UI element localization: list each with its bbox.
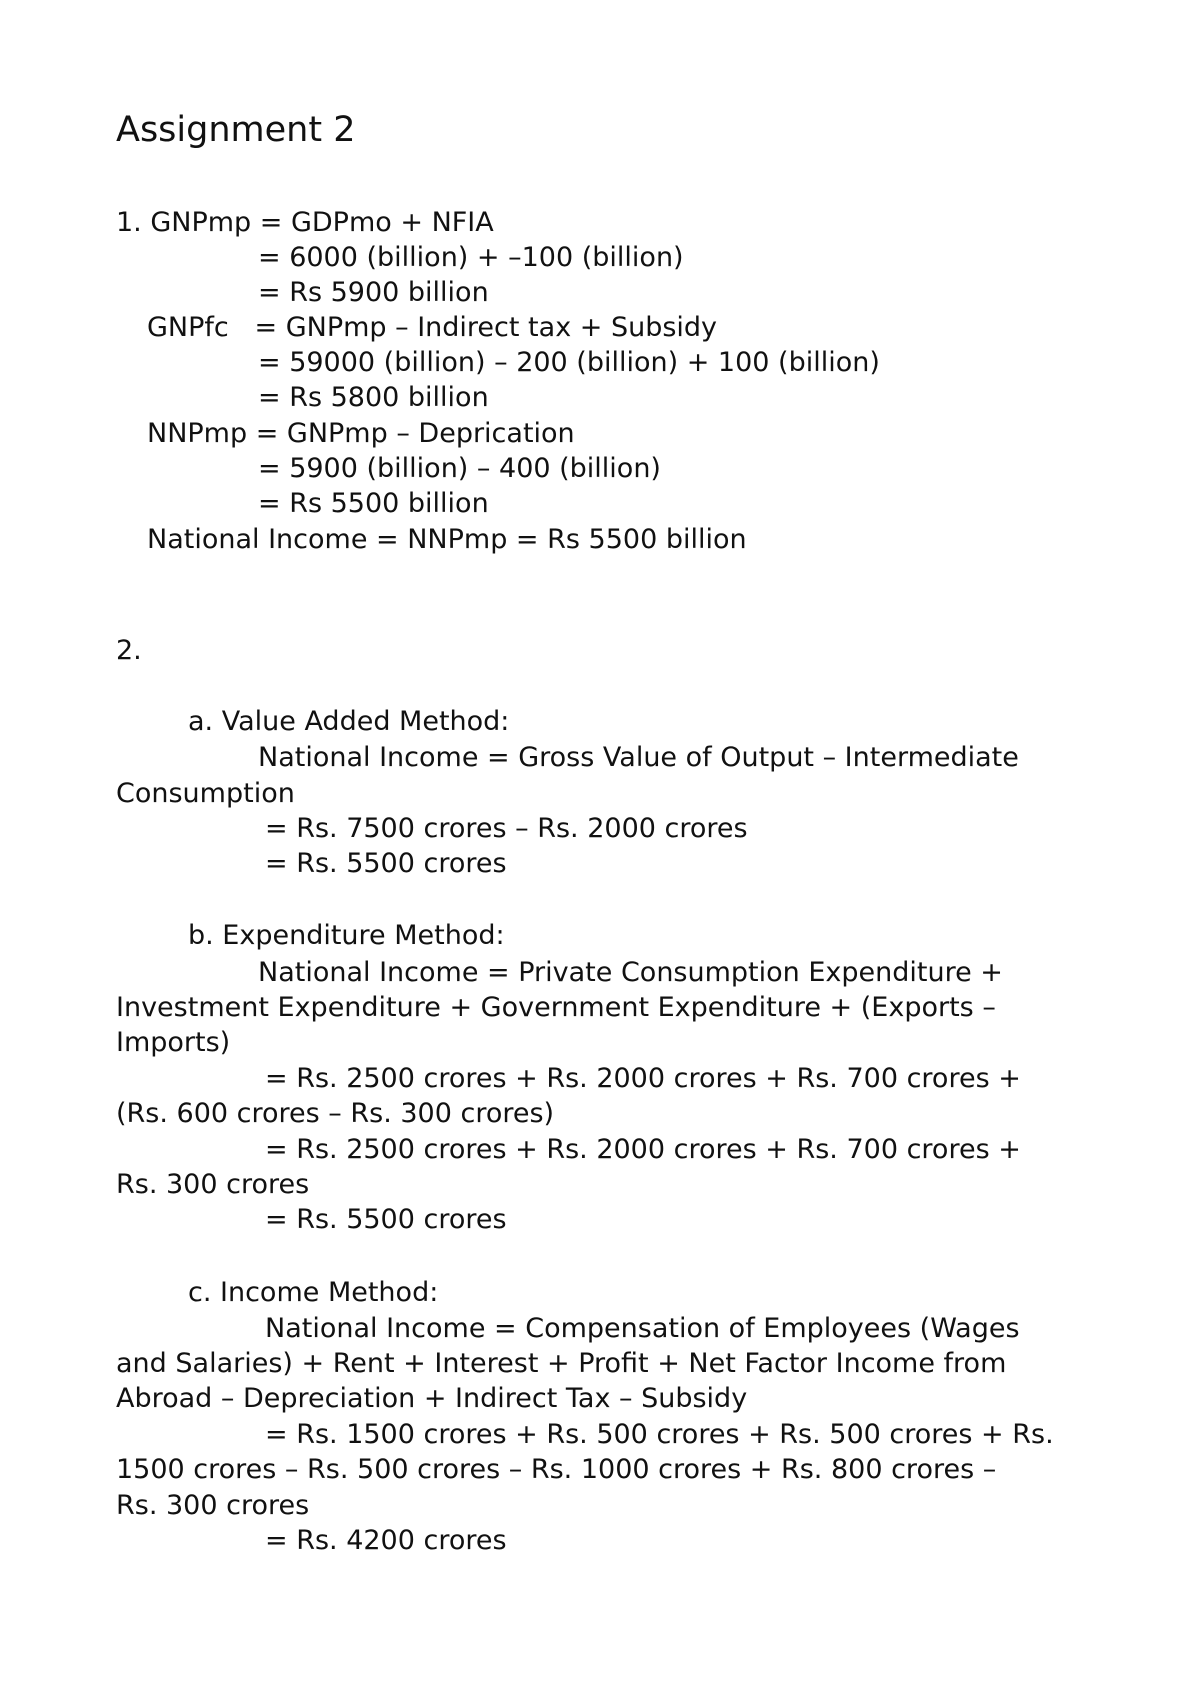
q2b-line: = Rs. 2500 crores + Rs. 2000 crores + Rs. 700 crores + <box>265 1063 1021 1094</box>
q1-line: NNPmp = GNPmp – Deprication <box>147 418 575 449</box>
page-title: Assignment 2 <box>116 110 356 150</box>
q2b-line: Imports) <box>116 1027 231 1058</box>
q2b-line: (Rs. 600 crores – Rs. 300 crores) <box>116 1098 555 1129</box>
q2c-line: 1500 crores – Rs. 500 crores – Rs. 1000 crores + Rs. 800 crores – <box>116 1454 997 1485</box>
q2c-line: National Income = Compensation of Employees (Wages <box>265 1313 1020 1344</box>
q2a-line: Consumption <box>116 778 295 809</box>
q2c-line: = Rs. 4200 crores <box>265 1525 507 1556</box>
q2b-line: = Rs. 2500 crores + Rs. 2000 crores + Rs. 700 crores + <box>265 1134 1021 1165</box>
q1-line: GNPfc = GNPmp – Indirect tax + Subsidy <box>147 312 718 343</box>
q2a-line: National Income = Gross Value of Output – Intermediate <box>258 742 1019 773</box>
q1-line: = Rs 5500 billion <box>258 488 489 519</box>
q1-line: = 59000 (billion) – 200 (billion) + 100 (billion) <box>258 347 880 378</box>
q2b-line: Investment Expenditure + Government Expenditure + (Exports – <box>116 992 996 1023</box>
q2-number: 2. <box>116 635 142 666</box>
q2a-line: = Rs. 5500 crores <box>265 848 507 879</box>
q2b-line: Rs. 300 crores <box>116 1169 310 1200</box>
q2a-line: = Rs. 7500 crores – Rs. 2000 crores <box>265 813 748 844</box>
q2c-line: and Salaries) + Rent + Interest + Profit + Net Factor Income from <box>116 1348 1007 1379</box>
q1-line: = 5900 (billion) – 400 (billion) <box>258 453 661 484</box>
q2c-line: Rs. 300 crores <box>116 1490 310 1521</box>
q2b-line: National Income = Private Consumption Expenditure + <box>258 957 1003 988</box>
q1-line: 1. GNPmp = GDPmo + NFIA <box>116 207 494 238</box>
q2c-heading: c. Income Method: <box>188 1277 439 1308</box>
q2c-line: Abroad – Depreciation + Indirect Tax – Subsidy <box>116 1383 748 1414</box>
q1-line: = Rs 5900 billion <box>258 277 489 308</box>
q1-line: = Rs 5800 billion <box>258 382 489 413</box>
q2c-line: = Rs. 1500 crores + Rs. 500 crores + Rs. 500 crores + Rs. <box>265 1419 1054 1450</box>
q1-line: National Income = NNPmp = Rs 5500 billion <box>147 524 747 555</box>
q2a-heading: a. Value Added Method: <box>188 706 510 737</box>
q1-line: = 6000 (billion) + –100 (billion) <box>258 242 684 273</box>
q2b-line: = Rs. 5500 crores <box>265 1204 507 1235</box>
q2b-heading: b. Expenditure Method: <box>188 920 505 951</box>
